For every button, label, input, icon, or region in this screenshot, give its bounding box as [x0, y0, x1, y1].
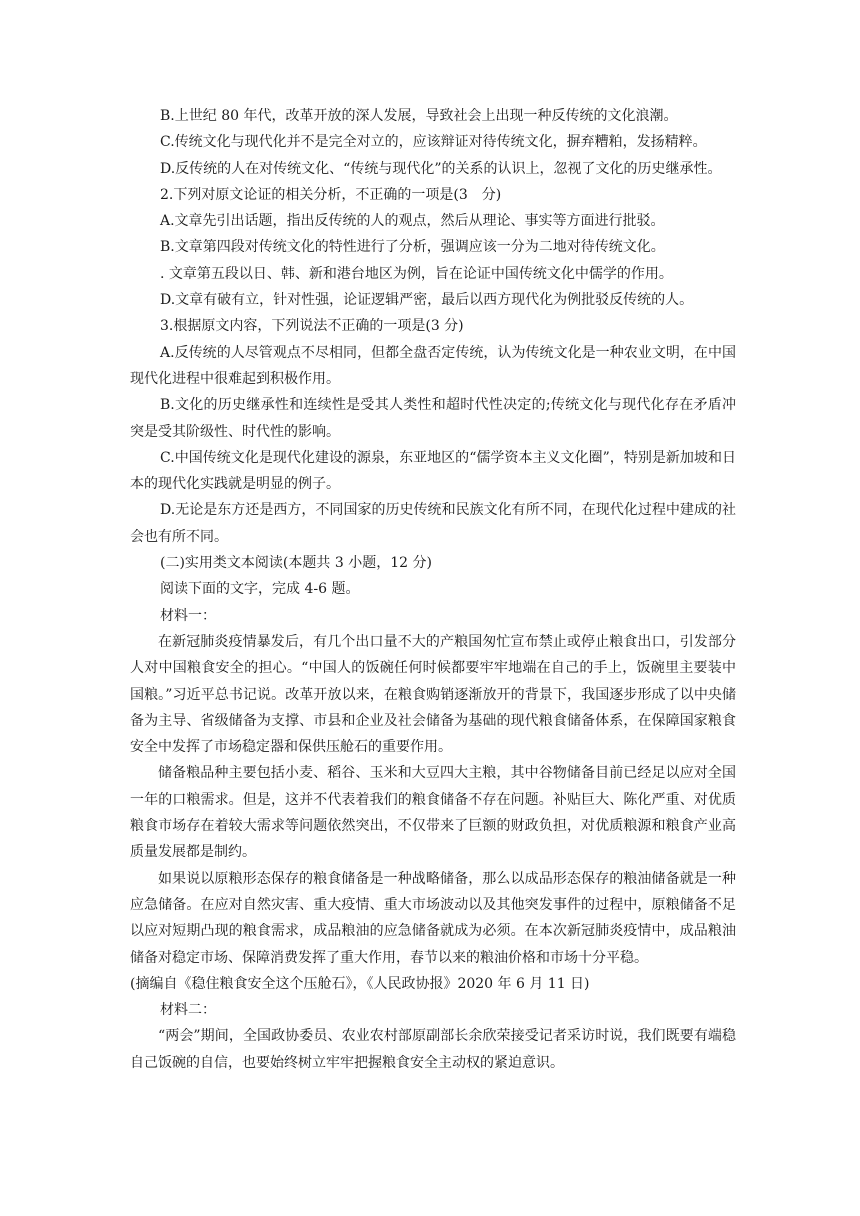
q3-option-b: B.文化的历史继承性和连续性是受其人类性和超时代性决定的;传统文化与现代化存在矛盾冲突是受其阶级性、时代性的影响。 [130, 397, 736, 440]
material-1-p1: 在新冠肺炎疫情暴发后，有几个出口量不大的产粮国匆忙宣布禁止或停止粮食出口，引发部分人对中国粮食安全的担心。“中国人的饭碗任何时候都要牢牢地端在自己的手上，饭碗里主要装中国粮。”习近平总书记说。改革开放以来，在粮食购销逐渐放开的背景下，我国逐步形成了以中央储备为主导、省级储备为支撑、市县和企业及社会储备为基础的现代粮食储备体系，在保障国家粮食安全中发挥了市场稳定器和保供压舱石的重要作用。 [130, 633, 736, 756]
q2-option-b: B.文章第四段对传统文化的特性进行了分析，强调应该一分为二地对待传统文化。 [160, 239, 665, 256]
q2-option-a: A.文章先引出话题，指出反传统的人的观点，然后从理论、事实等方面进行批驳。 [160, 213, 665, 230]
material-1-p3: 如果说以原粮形态保存的粮食储备是一种战略储备，那么以成品形态保存的粮油储备就是一种应急储备。在应对自然灾害、重大疫情、重大市场波动以及其他突发事件的过程中，原粮储备不足以应对短期凸现的粮食需求，成品粮油的应急储备就成为必须。在本次新冠肺炎疫情中，成品粮油储备对稳定市场、保障消费发挥了重大作用，春节以来的粮油价格和市场十分平稳。 [130, 870, 736, 966]
q1-option-d: D.反传统的人在对传统文化、“传统与现代化”的关系的认识上，忽视了文化的历史继承性。 [160, 160, 722, 177]
section-2-instruction: 阅读下面的文字，完成 4-6 题。 [160, 581, 360, 598]
material-1-source: (摘编自《稳住粮食安全这个压舱石》，《人民政协报》2020 年 6 月 11 日) [130, 975, 590, 992]
q2-option-c: . 文章第五段以日、韩、新和港台地区为例，旨在论证中国传统文化中儒学的作用。 [160, 265, 673, 282]
material-2-p1: “两会”期间，全国政协委员、农业农村部原副部长余欣荣接受记者采访时说，我们既要有端稳自己饭碗的自信，也要始终树立牢牢把握粮食安全主动权的紧迫意识。 [130, 1028, 736, 1071]
material-1-label: 材料一： [160, 607, 216, 624]
q2-option-d: D.文章有破有立，针对性强，论证逻辑严密，最后以西方现代化为例批驳反传统的人。 [160, 292, 694, 309]
q1-option-c: C.传统文化与现代化并不是完全对立的，应该辩证对待传统文化，摒弃糟粕，发扬精粹。 [160, 134, 707, 151]
q1-option-b: B.上世纪 80 年代，改革开放的深人发展，导致社会上出现一种反传统的文化浪潮。 [160, 108, 678, 124]
section-2-heading: (二)实用类文本阅读(本题共 3 小题，12 分) [160, 555, 432, 572]
document-body [130, 103, 736, 1076]
q3-stem: 3.根据原文内容，下列说法不正确的一项是(3 分) [160, 318, 464, 335]
q3-option-c: C.中国传统文化是现代化建设的源泉，东亚地区的“儒学资本主义文化圈”，特别是新加坡和日本的现代化实践就是明显的例子。 [130, 449, 736, 493]
material-2-label: 材料二： [160, 1002, 216, 1019]
material-1-p2: 储备粮品种主要包括小麦、稻谷、玉米和大豆四大主粮，其中谷物储备目前已经足以应对全国一年的口粮需求。但是，这并不代表着我们的粮食储备不存在问题。补贴巨大、陈化严重、对优质粮食市场存在着较大需求等问题依然突出，不仅带来了巨额的财政负担，对优质粮源和粮食产业高质量发展都是制约。 [130, 765, 736, 861]
q3-option-d: D.无论是东方还是西方，不同国家的历史传统和民族文化有所不同，在现代化过程中建成的社会也有所不同。 [130, 502, 736, 545]
q3-option-a: A.反传统的人尽管观点不尽相同，但都全盘否定传统，认为传统文化是一种农业文明，在中国现代化进程中很难起到积极作用。 [130, 344, 736, 387]
q2-stem: 2.下列对原文论证的相关分析，不正确的一项是(3 分) [160, 186, 502, 203]
